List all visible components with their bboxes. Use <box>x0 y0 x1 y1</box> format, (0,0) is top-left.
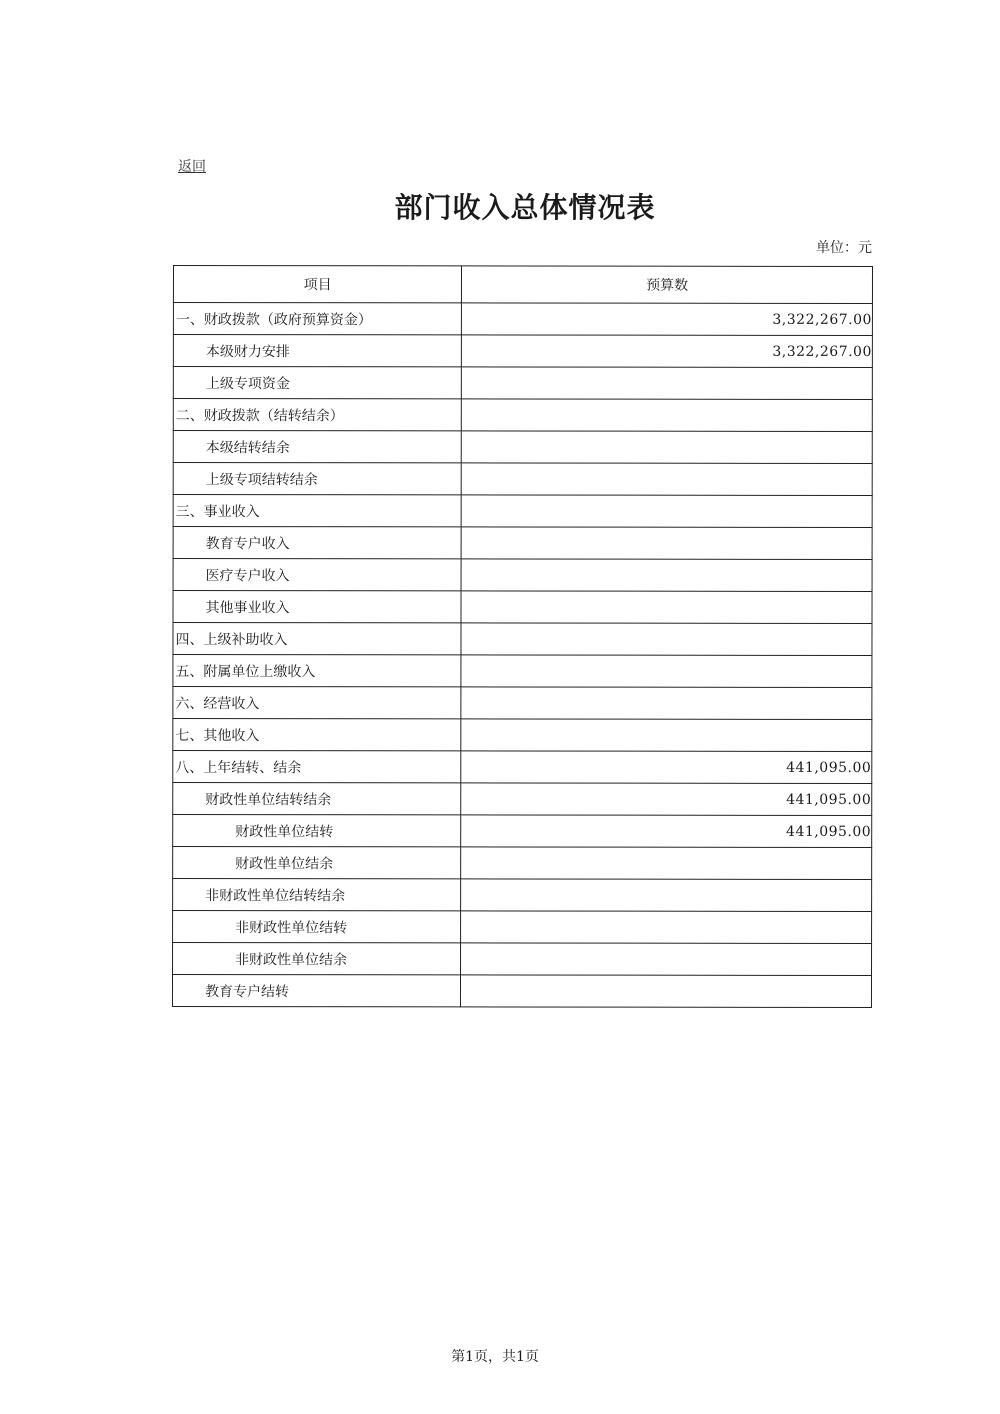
table-row <box>173 815 872 848</box>
row-item-label: 非财政性单位结转结余 <box>173 879 461 911</box>
row-item-label: 二、财政拨款（结转结余） <box>173 399 461 431</box>
table-row <box>173 335 872 368</box>
row-item-label: 医疗专户收入 <box>173 559 461 591</box>
row-budget-amount: 441,095.00 <box>461 783 872 816</box>
row-budget-amount <box>461 943 872 976</box>
table-row <box>172 975 871 1008</box>
table-row <box>173 911 872 944</box>
row-budget-amount <box>461 495 872 528</box>
table-row <box>173 687 872 720</box>
table-row <box>173 751 872 784</box>
row-budget-amount <box>461 591 872 624</box>
row-item-label: 非财政性单位结转 <box>173 911 461 943</box>
row-budget-amount <box>461 719 872 752</box>
table-row <box>173 367 872 400</box>
table-row <box>173 559 872 592</box>
row-item-label: 本级财力安排 <box>173 335 461 367</box>
table-row <box>173 655 872 688</box>
row-item-label: 财政性单位结余 <box>173 847 461 879</box>
row-item-label: 八、上年结转、结余 <box>173 751 461 783</box>
page-footer: 第1页，共1页 <box>451 1349 539 1365</box>
row-budget-amount <box>461 655 872 688</box>
row-item-label: 其他事业收入 <box>173 591 461 623</box>
row-budget-amount <box>461 975 872 1008</box>
table-row <box>173 943 872 976</box>
table-row <box>173 719 872 752</box>
row-item-label: 一、财政拨款（政府预算资金） <box>173 303 461 335</box>
row-item-label: 七、其他收入 <box>173 719 461 751</box>
row-item-label: 教育专户收入 <box>173 527 461 559</box>
table-row <box>173 303 872 336</box>
table-row <box>173 527 872 560</box>
header-item: 项目 <box>173 266 461 303</box>
back-link[interactable]: 返回 <box>178 159 206 175</box>
row-budget-amount <box>462 367 873 400</box>
row-budget-amount <box>461 623 872 656</box>
table-row <box>173 783 872 816</box>
table-body <box>172 303 872 1008</box>
row-budget-amount <box>461 687 872 720</box>
table-row <box>173 591 872 624</box>
row-item-label: 四、上级补助收入 <box>173 623 461 655</box>
row-item-label: 本级结转结余 <box>173 431 461 463</box>
row-item-label: 财政性单位结转 <box>173 815 461 847</box>
row-budget-amount <box>461 559 872 592</box>
row-item-label: 五、附属单位上缴收入 <box>173 655 461 687</box>
row-budget-amount: 441,095.00 <box>461 815 872 848</box>
row-budget-amount: 3,322,267.00 <box>462 335 873 368</box>
row-budget-amount <box>461 847 872 880</box>
table-row <box>173 879 872 912</box>
table-row <box>173 431 872 464</box>
row-item-label: 上级专项资金 <box>173 367 461 399</box>
table-row <box>173 623 872 656</box>
table-row <box>173 495 872 528</box>
table-row <box>173 463 872 496</box>
row-item-label: 上级专项结转结余 <box>173 463 461 495</box>
table-header-row <box>173 266 872 304</box>
income-table <box>172 265 873 1008</box>
unit-label: 单位：元 <box>816 240 872 256</box>
row-budget-amount <box>462 399 873 432</box>
row-item-label: 六、经营收入 <box>173 687 461 719</box>
row-item-label: 非财政性单位结余 <box>173 943 461 975</box>
row-budget-amount <box>461 879 872 912</box>
row-budget-amount: 3,322,267.00 <box>462 303 873 336</box>
row-budget-amount: 441,095.00 <box>461 751 872 784</box>
row-item-label: 教育专户结转 <box>172 975 460 1007</box>
page-title: 部门收入总体情况表 <box>394 191 656 224</box>
row-item-label: 三、事业收入 <box>173 495 461 527</box>
row-budget-amount <box>462 463 873 496</box>
table-row <box>173 399 872 432</box>
header-budget: 预算数 <box>462 266 873 304</box>
row-item-label: 财政性单位结转结余 <box>173 783 461 815</box>
row-budget-amount <box>461 911 872 944</box>
row-budget-amount <box>461 527 872 560</box>
table-row <box>173 847 872 880</box>
row-budget-amount <box>462 431 873 464</box>
